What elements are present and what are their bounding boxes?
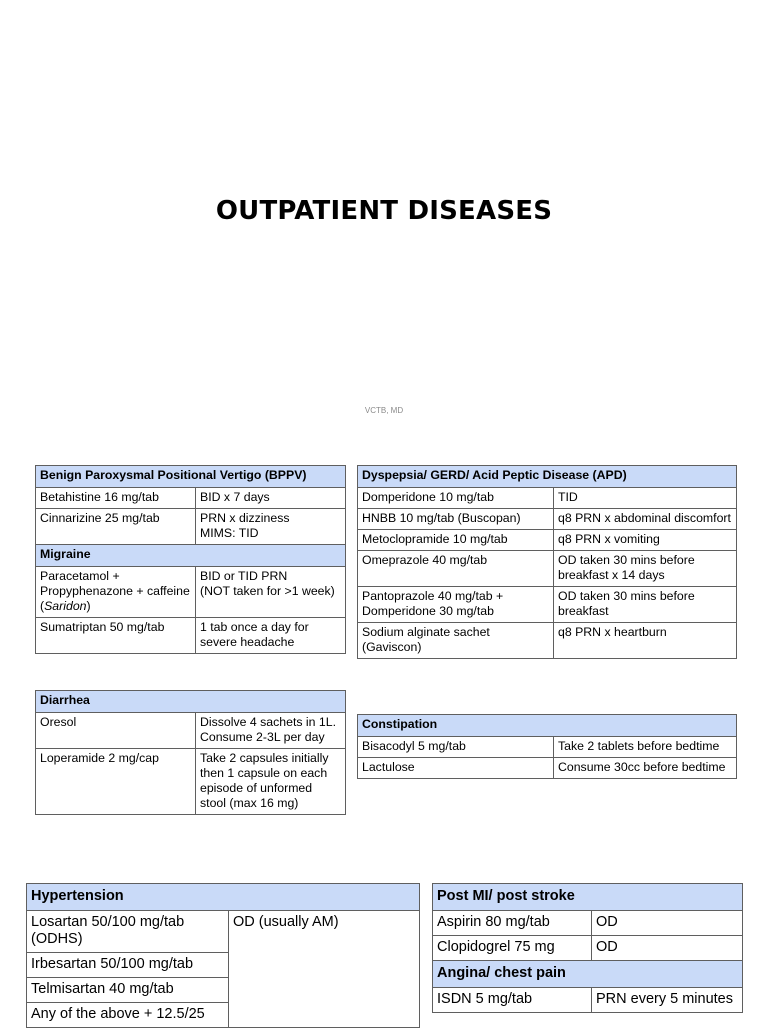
drug-cell: Losartan 50/100 mg/tab (ODHS) [27, 911, 229, 953]
angina-header: Angina/ chest pain [433, 961, 743, 988]
hypertension-header: Hypertension [27, 884, 420, 911]
dose-cell: q8 PRN x heartburn [554, 623, 737, 659]
drug-cell: Any of the above + 12.5/25 [27, 1003, 229, 1028]
table-row [358, 623, 737, 659]
drug-cell: Cinnarizine 25 mg/tab [36, 509, 196, 545]
drug-cell: Clopidogrel 75 mg [433, 936, 592, 961]
diarrhea-header: Diarrhea [36, 691, 346, 713]
dose-cell: TID [554, 488, 737, 509]
dose-cell: BID x 7 days [196, 488, 346, 509]
drug-cell: Omeprazole 40 mg/tab [358, 551, 554, 587]
drug-cell: Lactulose [358, 758, 554, 779]
table-row [433, 988, 743, 1013]
drug-cell: ISDN 5 mg/tab [433, 988, 592, 1013]
table-row [36, 509, 346, 545]
table-row [358, 587, 737, 623]
table-row [358, 488, 737, 509]
table-row [358, 758, 737, 779]
bppv-migraine-table [35, 465, 346, 654]
hypertension-table [26, 883, 420, 1028]
dose-cell: OD taken 30 mins before breakfast x 14 days [554, 551, 737, 587]
constipation-header: Constipation [358, 715, 737, 737]
table-row [433, 936, 743, 961]
table-row [358, 530, 737, 551]
constipation-table [357, 714, 737, 779]
dyspepsia-table [357, 465, 737, 659]
drug-cell: Telmisartan 40 mg/tab [27, 978, 229, 1003]
drug-cell: Aspirin 80 mg/tab [433, 911, 592, 936]
dose-cell: Dissolve 4 sachets in 1L. Consume 2-3L per day [196, 713, 346, 749]
dose-cell: Take 2 capsules initially then 1 capsule on each episode of unformed stool (max 16 mg) [196, 749, 346, 815]
migraine-header: Migraine [36, 545, 346, 567]
drug-cell: Irbesartan 50/100 mg/tab [27, 953, 229, 978]
dose-cell: PRN x dizziness MIMS: TID [196, 509, 346, 545]
drug-cell: Betahistine 16 mg/tab [36, 488, 196, 509]
dose-cell: q8 PRN x vomiting [554, 530, 737, 551]
table-row [358, 737, 737, 758]
bppv-header: Benign Paroxysmal Positional Vertigo (BPPV) [36, 466, 346, 488]
drug-cell: Oresol [36, 713, 196, 749]
dose-cell: OD [592, 911, 743, 936]
drug-text: Paracetamol + Propyphenazone + caffeine ( [40, 569, 190, 613]
slide-title: OUTPATIENT DISEASES [215, 196, 553, 226]
dose-cell: OD [592, 936, 743, 961]
drug-cell: Sodium alginate sachet (Gaviscon) [358, 623, 554, 659]
drug-cell: Metoclopramide 10 mg/tab [358, 530, 554, 551]
post-mi-angina-table [432, 883, 743, 1013]
drug-text-end: ) [86, 599, 91, 613]
drug-cell: Pantoprazole 40 mg/tab + Domperidone 30 mg/tab [358, 587, 554, 623]
dose-cell: q8 PRN x abdominal discomfort [554, 509, 737, 530]
slide-author: VCTB, MD [364, 406, 404, 415]
post-mi-header: Post MI/ post stroke [433, 884, 743, 911]
table-row [358, 509, 737, 530]
drug-cell [36, 567, 196, 618]
dose-cell: OD taken 30 mins before breakfast [554, 587, 737, 623]
dose-cell: BID or TID PRN (NOT taken for >1 week) [196, 567, 346, 618]
drug-cell: Sumatriptan 50 mg/tab [36, 618, 196, 654]
drug-brand: Saridon [44, 599, 87, 613]
table-row [27, 911, 420, 953]
dose-cell: OD (usually AM) [229, 911, 420, 1028]
dyspepsia-header: Dyspepsia/ GERD/ Acid Peptic Disease (APD) [358, 466, 737, 488]
table-row [36, 567, 346, 618]
dose-cell: Consume 30cc before bedtime [554, 758, 737, 779]
drug-cell: Loperamide 2 mg/cap [36, 749, 196, 815]
diarrhea-table [35, 690, 346, 815]
dose-cell: Take 2 tablets before bedtime [554, 737, 737, 758]
table-row [36, 618, 346, 654]
drug-cell: Domperidone 10 mg/tab [358, 488, 554, 509]
table-row [36, 749, 346, 815]
table-row [358, 551, 737, 587]
table-row [36, 488, 346, 509]
table-row [433, 911, 743, 936]
dose-cell: 1 tab once a day for severe headache [196, 618, 346, 654]
drug-cell: HNBB 10 mg/tab (Buscopan) [358, 509, 554, 530]
dose-cell: PRN every 5 minutes [592, 988, 743, 1013]
drug-cell: Bisacodyl 5 mg/tab [358, 737, 554, 758]
table-row [36, 713, 346, 749]
